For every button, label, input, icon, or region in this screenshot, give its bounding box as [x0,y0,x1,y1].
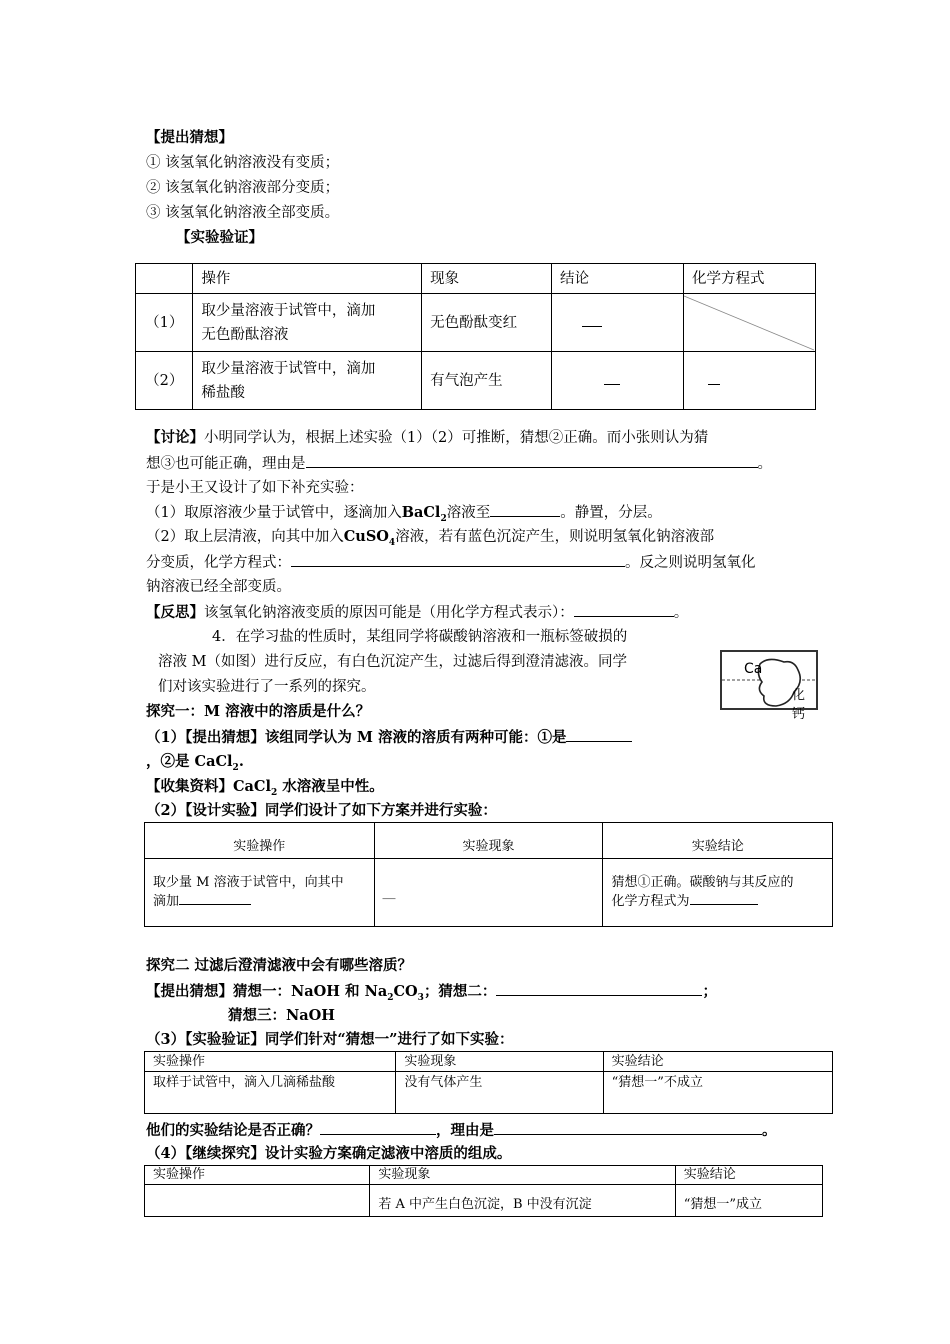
header-cell: 实验操作 [145,1166,370,1185]
conclusion-text: 化学方程式为 [611,894,690,909]
q4-line-2: 溶液 M（如图）进行反应，有白色沉淀产生，过滤后得到澄清滤液。同学 [158,654,627,670]
diagonal-strike [684,294,814,352]
phenomenon-cell: 无色酚酞变红 [422,294,552,352]
supplement-step-2-cont [146,552,756,573]
subscript: 4 [388,537,396,548]
continue-explore: （4）【继续探究】设计实验方案确定滤液中溶质的组成。 [146,1145,512,1162]
table-row [145,1185,823,1217]
explore1-guess-2 [146,752,244,772]
answer-blank[interactable] [566,727,632,742]
discussion-line-3: 于是小王又设计了如下补充实验： [146,480,364,496]
conclusion-blank-cell [552,294,684,352]
conclusion-cell [603,859,833,927]
step-text: 溶液，若有蓝色沉淀产生，则说明氢氧化钠溶液部 [395,529,715,545]
label-fragment-right: 化钙 [792,688,806,722]
subscript: 2 [270,787,278,798]
q4-line-1: 4．在学习盐的性质时，某组同学将碳酸钠溶液和一瓶标签破损的 [212,629,628,645]
step-text: （1）取原溶液少量于试管中，逐滴加入 [146,505,402,521]
answer-blank[interactable] [690,892,758,905]
continue-table [144,1165,823,1217]
reagent: CuSO [343,528,389,545]
answer-blank[interactable] [496,981,702,996]
table-header-row [145,1166,823,1185]
label-fragment-left: Ca [744,661,763,677]
header-cell: 操作 [193,264,422,294]
discussion-line-2 [146,453,772,474]
reflection-text: 该氢氧化钠溶液变质的原因可能是（用化学方程式表示）： [204,605,574,621]
reason-blank[interactable] [306,453,758,468]
subscript: 2 [440,513,447,524]
table-row [145,1072,833,1114]
header-cell: 实验操作 [145,823,375,859]
cell: “猜想一”成立 [675,1185,822,1217]
explore1-guess [146,727,632,748]
answer-blank[interactable] [494,1120,762,1135]
equation-blank-cell [684,352,816,410]
correctness-question [146,1120,777,1141]
step-text: 溶液至 [446,505,491,521]
operation-line: 取少量 M 溶液于试管中，向其中 [153,875,344,890]
explore2-guess [146,981,717,1002]
answer-blank[interactable] [320,1120,436,1135]
operation-line: 取少量溶液于试管中，滴加 [201,302,376,319]
header-cell: 现象 [422,264,552,294]
answer-blank[interactable] [708,370,720,385]
explore1-title: 探究一：M 溶液中的溶质是什么？ [146,703,371,720]
step-text: 。静置，分层。 [560,505,662,521]
row-number: （2） [136,352,193,410]
supplement-step-2-end: 钠溶液已经全部变质。 [146,579,291,595]
conclusion-blank-cell [552,352,684,410]
punctuation: . [238,753,244,770]
discussion-text: 想③也可能正确，理由是 [146,456,306,472]
conclusion-line: 猜想①正确。碳酸钠与其反应的 [611,875,794,890]
operation-cell [145,859,375,927]
cell: 没有气体产生 [396,1072,603,1114]
guess-text: 【提出猜想】猜想一：NaOH 和 Na [146,983,388,1000]
conclusion-line [611,892,824,911]
header-cell: 实验结论 [603,823,833,859]
equation-blank[interactable] [291,552,625,567]
cell: 若 A 中产生白色沉淀，B 中没有沉淀 [370,1185,675,1217]
cell [145,1185,370,1217]
step-text: （2）取上层清液，向其中加入 [146,529,344,545]
header-cell: 结论 [552,264,684,294]
phenomenon-cell: __ [374,859,603,927]
table-header-row [145,823,833,859]
table-header-row [145,1052,833,1072]
hypothesis-title: 【提出猜想】 [146,129,233,146]
guess-text: （1）【提出猜想】该组同学认为 M 溶液的溶质有两种可能：①是 [146,729,567,746]
supplement-step-1 [146,502,662,523]
answer-blank[interactable] [574,602,674,617]
subscript: 2 [232,762,239,773]
verify-intro: （3）【实验验证】同学们针对“猜想一”进行了如下实验： [146,1031,514,1048]
broken-label-image [720,650,818,722]
table-row [136,294,816,352]
punctuation: 。 [757,456,772,472]
operation-line: 稀盐酸 [201,384,245,401]
guess-three: 猜想三：NaOH [228,1007,335,1024]
header-cell: 实验结论 [603,1052,832,1072]
answer-blank[interactable] [490,502,560,517]
punctuation: ； [702,983,717,1000]
table-row [136,352,816,410]
table-header-row [136,264,816,294]
step-text: 。反之则说明氢氧化 [625,555,756,571]
phenomenon-cell: 有气泡产生 [422,352,552,410]
reflection-line [146,602,688,623]
discussion-line-1 [146,428,708,448]
experiment-table [135,263,816,410]
table-row [145,859,833,927]
question-text: ，理由是 [436,1122,494,1139]
subscript: 3 [417,992,424,1003]
header-cell: 实验现象 [374,823,603,859]
equation-cell-crossed [684,294,816,352]
header-cell: 实验结论 [675,1166,822,1185]
design-table [144,822,833,927]
step-text: 分变质，化学方程式： [146,555,291,571]
hypothesis-item-3: ③ 该氢氧化钠溶液全部变质。 [146,205,340,221]
discussion-label: 【讨论】 [146,429,204,446]
punctuation: 。 [762,1122,777,1139]
collect-info [146,777,384,797]
hypothesis-item-1: ① 该氢氧化钠溶液没有变质； [146,155,340,171]
cell: 取样于试管中，滴入几滴稀盐酸 [145,1072,396,1114]
operation-line: 无色酚酞溶液 [201,326,289,343]
discussion-text: 小明同学认为，根据上述实验（1）（2）可推断，猜想②正确。而小张则认为猜 [204,430,709,446]
experiment-title: 【实验验证】 [176,229,263,246]
header-cell: 实验操作 [145,1052,396,1072]
collect-text: 水溶液呈中性。 [277,778,384,795]
punctuation: 。 [673,605,689,621]
collect-text: 【收集资料】CaCl [146,778,271,795]
answer-blank[interactable] [604,370,620,385]
header-cell: 实验现象 [396,1052,603,1072]
operation-cell [193,352,422,410]
operation-cell [193,294,422,352]
explore2-title: 探究二 过滤后澄清滤液中会有哪些溶质？ [146,957,413,974]
supplement-step-2 [146,527,714,547]
q4-line-3: 们对该实验进行了一系列的探究。 [158,679,376,695]
guess-text: ，②是 CaCl [146,753,233,770]
operation-line [153,892,366,911]
verify-table [144,1051,833,1114]
reflection-label: 【反思】 [146,604,204,621]
reagent: BaCl [401,504,441,521]
header-cell [136,264,193,294]
answer-blank[interactable] [582,312,602,327]
guess-text: ；猜想二： [423,983,497,1000]
header-cell: 实验现象 [370,1166,675,1185]
question-text: 他们的实验结论是否正确？ [146,1122,320,1139]
design-experiment: （2）【设计实验】同学们设计了如下方案并进行实验： [146,802,497,819]
operation-line: 取少量溶液于试管中，滴加 [201,360,376,377]
header-cell: 化学方程式 [684,264,816,294]
hypothesis-item-2: ② 该氢氧化钠溶液部分变质； [146,180,340,196]
row-number: （1） [136,294,193,352]
guess-text: CO [393,983,418,1000]
operation-text: 滴加 [153,894,180,909]
cell: “猜想一”不成立 [603,1072,832,1114]
subscript: 2 [387,992,394,1003]
answer-blank[interactable] [179,892,251,905]
